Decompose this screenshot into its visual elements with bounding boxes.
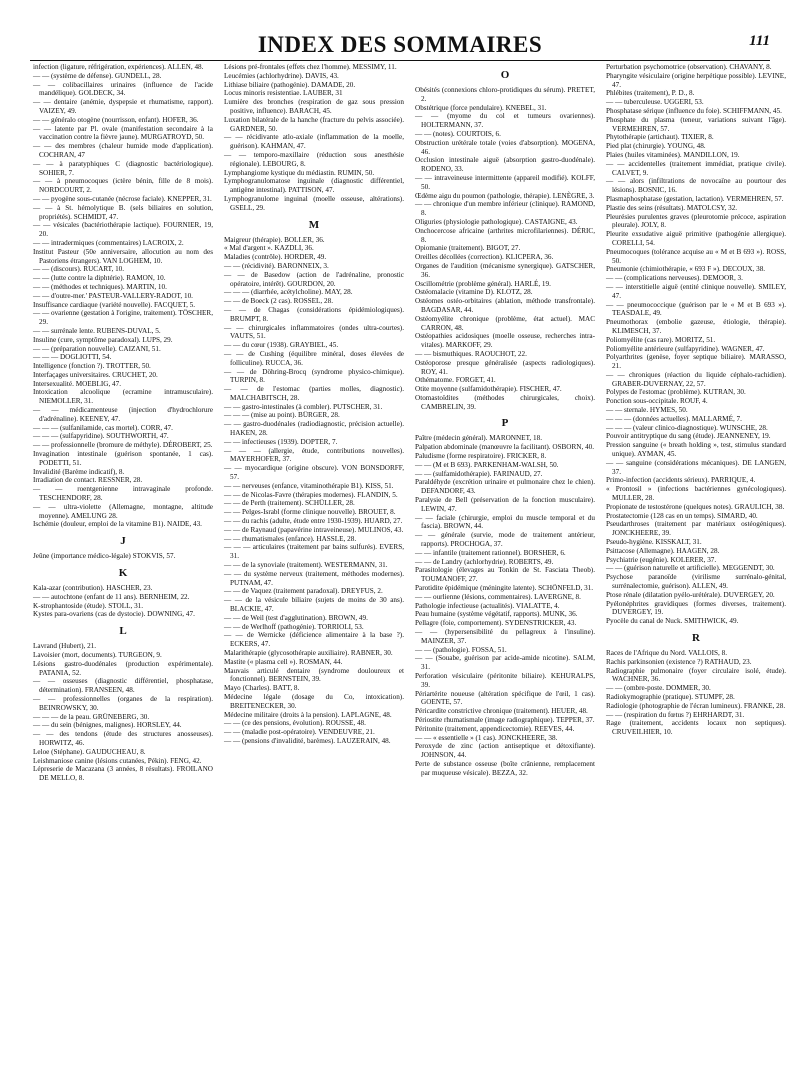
index-entry: — — professionnelles (organes de la respiration). BEINROWSKY, 30. <box>33 695 213 712</box>
index-entry: Primo-infection (accidents sérieux). PARRIQUE, 4. <box>606 476 756 485</box>
index-entry: — — roentgenienne intravaginale profonde. TESCHENDORF, 28. <box>33 485 213 503</box>
index-entry: — — — (diarrhée, acétylcholine). MAY, 28. <box>224 288 353 297</box>
index-entry: Phosphatase sérique (influence du foie). SCHIFFMANN, 45. <box>606 106 782 115</box>
index-entry: Pression sanguine (« breath holding », test, stimulus standard unique). AYMAN, 45. <box>606 441 786 459</box>
index-entry: Plaies (huiles vitaminées). MANDILLON, 19. <box>606 150 740 159</box>
index-entry: Jeûne (importance médico-légale) STOKVIS, 57. <box>33 552 176 561</box>
index-entry: Psychose paranoïde (virilisme surrénalo-génital, surrénalectomie, guérison). ALLEN, 49. <box>606 573 786 591</box>
index-entry: — — — DOGLIOTTI, 54. <box>33 353 112 362</box>
index-entry: Mastite (« plasma cell »). ROSMAN, 44. <box>224 657 343 666</box>
index-column-1 <box>33 63 213 783</box>
index-entry: Parotidite épidémique (méningite latente). SCHÖNFELD, 31. <box>415 584 594 593</box>
index-entry: — — gastro-duodénales (radiodiagnostic, précision actuelle). HAKEN, 28. <box>224 420 404 438</box>
index-entry: — — (myome du col et tumeurs ovariennes). HOLTERMANN, 37. <box>415 112 595 130</box>
index-entry: Obstruction urétérale totale (voies d'absorption). MOGENA, 46. <box>415 138 595 156</box>
index-entry: Médecine légale (dosage du Co, intoxication). BREITENECKER, 30. <box>224 692 404 710</box>
index-entry: — — tuberculeuse. UGGERI, 53. <box>606 98 704 107</box>
index-entry: — — de la synoviale (traitement). WESTERMANN, 31. <box>224 561 388 570</box>
index-entry: Races de l'Afrique du Nord. VALLOIS, 8. <box>606 649 727 657</box>
index-entry: Pleurésies purulentes graves (pleurotomie précoce, aspiration pleurale). JOLY, 8. <box>606 212 786 230</box>
index-entry: — — sanguine (considérations mécaniques). DE LANGEN, 37. <box>606 458 786 476</box>
index-entry: — — chirurgicales inflammatoires (ondes ultra-courtes). VAUTS, 51. <box>224 323 404 341</box>
index-entry: — — de Werlhoff (pathogénie). TORRIOLI, 53. <box>224 622 364 631</box>
index-entry: Rachis parkinsonien (existence ?) RATHAUD, 23. <box>606 657 752 666</box>
index-entry: Paraldéhyde (excrétion urinaire et pulmonaire chez le chien). DEFANDORF, 43. <box>415 478 595 496</box>
index-entry: Oliguries (physiologie pathologique). CASTAIGNE, 43. <box>415 217 578 226</box>
index-entry: Palpation abdominale (manœuvre la facilitant). OSBORN, 40. <box>415 443 595 452</box>
index-entry: — — d'outre-mer.' PASTEUR-VALLERY-RADOT, 10. <box>33 291 193 300</box>
index-entry: Leishmaniose canine (lésions cutanées, Pékin). FENG, 42. <box>33 756 202 765</box>
index-entry: Polypes de l'estomac (problème). KUTRAN, 30. <box>606 388 746 397</box>
index-entry: — — à paratyphiques C (diagnostic bactériologique). SOHIER, 7. <box>33 159 213 177</box>
index-entry: — — faciale (chirurgie, emploi du muscle temporal et du fascia). BROWN, 44. <box>415 513 595 531</box>
index-entry: — — (sulfamidothérapie). FARINAUD, 27. <box>415 469 543 478</box>
index-entry: — — (lutte contre la diphtérie). RAMON, 10. <box>33 274 166 283</box>
index-entry: — — colibacillaires urinaires (influence de l'acide mandélique). GOLDECK, 34. <box>33 80 213 98</box>
index-entry: Lumière des bronches (respiration de gaz sous pression positive, influence). BARACH, 45. <box>224 98 404 115</box>
index-entry: Parasitologie (élevages au Tonkin de St. Fasciata Theob). TOUMANOFF, 27. <box>415 566 595 584</box>
index-entry: — — temporo-maxillaire (réduction sous anesthésie régionale). LEBOURG, 8. <box>224 150 404 168</box>
index-entry: — — — articulaires (traitement par bains sulfurés). EVERS, 31. <box>224 543 404 561</box>
index-entry: Opiomanie (traitement). BIGOT, 27. <box>415 244 521 253</box>
index-entry: — — surrénale lente. RUBENS-DUVAL, 5. <box>33 326 161 335</box>
index-entry: Pleurite exsudative aiguë primitive (pathogénie allergique). CORELLI, 54. <box>606 230 786 247</box>
index-entry: Pellagre (foie, comportement). SYDENSTRICKER, 43. <box>415 619 577 628</box>
index-entry: Leucémies (achlorhydrine). DAVIS, 43. <box>224 71 339 80</box>
index-entry: — — générale (survie, mode de traitement antérieur, rapports). PROCHOGA, 37. <box>415 531 595 549</box>
index-entry: — — récidivante atlo-axiale (inflammation de la moelle, guérison). KAHMAN, 47. <box>224 133 404 151</box>
index-entry: Paludisme (forme respiratoire). FRICKER, 8. <box>415 452 547 461</box>
index-entry: — — sternale. HYMES, 50. <box>606 406 688 415</box>
section-letter: K <box>118 567 128 580</box>
index-entry: Pharyngite vésiculaire (origine herpétique possible). LEVINE, 47. <box>606 71 786 89</box>
index-entry: — — — (sulfanilamide, cas mortel). CORR, 47. <box>33 423 173 432</box>
index-entry: Lithiase biliaire (pathogénie). DAMADE, 20. <box>224 80 356 89</box>
index-entry: Invagination intestinale (guérison spontanée, 1 cas). PODETTI, 51. <box>33 450 213 467</box>
section-letter: O <box>500 69 510 81</box>
index-entry: — — de Boeck (2 cas). ROSSEL, 28. <box>224 297 333 306</box>
index-entry: — — — (allergie, étude, contributions nouvelles). MAYERHOFER, 37. <box>224 446 404 464</box>
index-entry: Paralysie de Bell (préservation de la fonction musculaire). LEWIN, 47. <box>415 496 595 513</box>
index-entry: — — gastro-intestinales (à combler). PUTSCHER, 31. <box>224 402 383 411</box>
index-entry: Invalidité (Barème indicatif), 8. <box>33 467 125 476</box>
index-entry: Mauvais articulé dentaire (syndrome douloureux et fonctionnel). BERNSTEIN, 39. <box>224 666 404 684</box>
index-entry: Institut Pasteur (50e anniversaire, allocution au nom des Pastoriens étrangers). VAN LOGHEM, 10. <box>33 247 213 265</box>
index-entry: Radiologie (photographie de l'écran lumineux). FRANKE, 28. <box>606 701 786 710</box>
page-header <box>30 22 770 62</box>
index-entry: — — de Weil (test d'agglutination). BROWN, 49. <box>224 613 368 622</box>
index-entry: — — latente par Pl. ovale (manifestation secondaire à la vaccination contre la fièvre jaune). MURGATROYD, 50. <box>33 124 213 142</box>
index-entry: Prostatectomie (128 cas en un temps). SIMARD, 40. <box>606 511 758 520</box>
index-entry: — — — (sulfapyridine). SOUTHWORTH, 47. <box>33 432 169 441</box>
index-entry: Oreilles décollées (correction). KLICPERA, 36. <box>415 253 554 262</box>
index-entry: Psychiatrie (eugénie). KOLERER, 37. <box>606 555 717 564</box>
index-entry: Intelligence (fonction ?). TROTTER, 50. <box>33 362 151 371</box>
index-entry: — — ultra-violette (Allemagne, montagne, altitude moyenne). AMELUNG 28. <box>33 502 213 520</box>
index-entry: Ostéomes ostéo-orbitaires (ablation, méthode transfrontale). BAGDASAR, 44. <box>415 297 595 314</box>
index-entry: — — de Wernicke (déficience alimentaire à la base ?). ECKERS, 47. <box>224 631 404 649</box>
index-entry: Peau humaine (système végétatif, rapports). MUNK, 36. <box>415 610 578 619</box>
index-entry: Poliomyélite (cas rare). MORITZ, 51. <box>606 335 716 344</box>
index-entry: Plastie des seins (résultats). MATOLCSY, 32. <box>606 203 738 212</box>
index-entry: — — chroniques (réaction du liquide céphalo-rachidien). GRABER-DUVERNAY, 22, 57. <box>606 370 786 388</box>
section-letter: J <box>120 535 126 548</box>
index-entry: — — généralo otogène (nourrisson, enfant). HOFER, 36. <box>33 115 199 124</box>
index-entry: Pneumothorax (embolie gazeuse, étiologie, thérapie). KLIMESCH, 37. <box>606 318 786 335</box>
index-entry: — — de l'estomac (parties molles, diagnostic). MALCHABITSCH, 28. <box>224 385 404 402</box>
index-entry: Ptose rénale (dilatation pyélo-urétérale). DUVERGEY, 20. <box>606 590 775 599</box>
index-entry: — — interstitielle aiguë (entité clinique nouvelle). SMILEY, 47. <box>606 282 786 300</box>
index-entry: Plasmaphosphatase (gestation, lactation). VERMEHREN, 57. <box>606 194 784 203</box>
index-entry: — — nerveuses (enfance, vitaminothérapie B1). KISS, 51. <box>224 481 394 490</box>
index-entry: — — (notes). COURTOIS, 6. <box>415 129 501 138</box>
index-entry: Lymphogranulomatose inguinale (diagnostic différentiel, antigène intestinal). PATTISON, 47. <box>224 177 404 195</box>
index-entry: Malarithérapie (glycosothérapie auxiliaire). RABNER, 30. <box>224 649 393 657</box>
index-entry: Radiokymographie (pratique). STUMPF, 28. <box>606 692 735 701</box>
index-entry: — — bismuthiques. RAOUCHOT, 22. <box>415 349 527 358</box>
index-entry: — — — de la peau. GRÜNEBERG, 30. <box>33 712 150 721</box>
index-entry: Luxation bilatérale de la hanche (fracture du pelvis associée). GARDNER, 50. <box>224 115 404 133</box>
index-entry: Psittacose (Allemagne). HAAGEN, 28. <box>606 546 720 555</box>
index-entry: Radiographie pulmonaire (foyer circulaire isolé, étude). WACHNER, 36. <box>606 666 786 684</box>
index-entry: Ostéomyélite chronique (problème, état actuel). MAC CARRON, 48. <box>415 314 595 332</box>
index-entry: — — de Cushing (équilibre minéral, doses élevées de folliculine). RUCCA, 36. <box>224 349 404 367</box>
index-entry: Lavrand (Hubert), 21. <box>33 642 97 651</box>
index-entry: Kystes para-ovariens (cas de dystocie). DOWNING, 47. <box>33 610 195 619</box>
index-entry: Poliomyélite antérieure (sulfapyridine). WAGNER, 47. <box>606 344 765 353</box>
index-entry: Médecine militaire (droits à la pension). LAPLAGNE, 48. <box>224 710 392 719</box>
index-entry: Péricardite constrictive chronique (traitement). HEUER, 48. <box>415 707 588 716</box>
header-rule <box>30 60 770 61</box>
index-entry: — — de Raynaud (papavérine intraveineuse). MULINOS, 43. <box>224 525 404 534</box>
index-entry: Pouvoir antitryptique du sang (étude). JEANNENEY, 19. <box>606 432 771 441</box>
index-entry: « Mal d'argent ». KAZDLI, 36. <box>224 244 314 253</box>
index-entry: Pseudo-hygiène. KISSKALT, 31. <box>606 538 702 547</box>
index-entry: — — rhumatismales (enfance). HASSLE, 28. <box>224 534 357 543</box>
index-entry: Kala-azar (contribution). HASCHER, 23. <box>33 584 153 593</box>
index-entry: — — (préparation nouvelle). CAIZANI, 51. <box>33 344 161 353</box>
index-column-3 <box>415 63 595 778</box>
index-entry: Lésions gastro-duodénales (production expérimentale). PATANIA, 52. <box>33 659 213 677</box>
index-entry: Pyocèle du canal de Nuck. SMITHWICK, 49. <box>606 617 739 626</box>
page-title: INDEX DES SOMMAIRES <box>257 32 543 57</box>
index-entry: — — (discours). RUCART, 10. <box>33 265 125 274</box>
index-entry: — — du sein (bénignes, malignes). HORSLEY, 44. <box>33 721 182 730</box>
index-entry: — — de Vaquez (traitement paradoxal). DREYFUS, 2. <box>224 587 383 596</box>
index-entry: K-strophantoside (étude). STOLL, 31. <box>33 601 144 610</box>
index-entry: — — (récidivité). BARONNEIX, 3. <box>224 261 329 270</box>
index-entry: Maladies (contrôle). HORDER, 49. <box>224 253 327 262</box>
index-entry: Pneumonie (chimiothérapie, « 693 F »). DECOUX, 38. <box>606 265 766 274</box>
index-entry: — — du rachis (adulte, étude entre 1930-1939). HUARD, 27. <box>224 517 403 526</box>
index-entry: Perforation vésiculaire (péritonite biliaire). KEHURALPS, 39. <box>415 672 595 689</box>
section-letter: P <box>501 417 509 430</box>
index-entry: infection (ligature, réfrigération, expériences). ALLEN, 48. <box>33 63 204 71</box>
index-entry: — — accidentelles (traitement immédiat, pratique civile). CALVET, 9. <box>606 159 786 177</box>
index-entry: — — (système de défense). GUNDELL, 28. <box>33 71 162 80</box>
index-entry: — — (pathologie). FOSSA, 51. <box>415 645 507 654</box>
index-entry: — — « essentielle » (1 cas). JONCKHEERE, 38. <box>415 733 558 742</box>
index-entry: Interfaçages universitaires. CRUCHET, 20. <box>33 370 158 379</box>
index-entry: Oscillométrie (problème général). HARLÉ, 19. <box>415 279 551 288</box>
index-entry: — — médicamenteuse (injection d'hydrochlorure d'adrénaline). KEENEY, 47. <box>33 406 213 423</box>
index-entry: — — professionnelle (bromure de méthyle). DÉROBERT, 25. <box>33 441 213 450</box>
index-entry: Péritonite (traitement, appendicectomie). REEVES, 44. <box>415 724 575 733</box>
index-entry: Ostéopathies acidosiques (moelle osseuse, recherches intra-vitales). MARKOFF, 29. <box>415 332 595 350</box>
page-number: 111 <box>749 33 770 49</box>
index-entry: — — (M et B 693). PARKENHAM-WALSH, 50. <box>415 460 559 469</box>
index-entry: — — Pelges-Israbl (forme clinique nouvelle). BROUET, 8. <box>224 508 396 517</box>
index-entry: Œdème aigu du poumon (pathologie, thérapie). LENÈGRE, 3. <box>415 191 595 200</box>
index-entry: Insuline (cure, symptôme paradoxal). LUPS, 29. <box>33 335 173 344</box>
index-entry: Lymphangiome kystique du médiastin. RUMIN, 50. <box>224 168 375 177</box>
index-entry: Onchocercose africaine (arthrites microfilariennes). DÉRIC, 8. <box>415 226 595 244</box>
index-entry: — — à St. hémolytique B. (sels biliaires en solution, propriétés). SCHMIDT, 47. <box>33 203 213 221</box>
index-entry: Intoxication alcoolique (ecramine intramusculaire). NIEMOLLER, 31. <box>33 388 213 406</box>
index-entry: — — pyogène sous-cutanée (nécrose faciale). KNEPPER, 31. <box>33 194 212 203</box>
index-entry: Otite moyenne (sulfamidothérapie). FISCHER, 47. <box>415 385 562 394</box>
index-entry: — — (guérison naturelle et artificielle). MEGGENDT, 30. <box>606 564 775 573</box>
index-entry: Ponction sous-occipitale. ROUF, 4. <box>606 397 708 406</box>
index-entry: Maigreur (thérapie). BOLLER, 36. <box>224 235 325 244</box>
index-entry: — — à pneumocoques (ictère bénin, fille de 8 mois). NORDCOURT, 2. <box>33 177 213 195</box>
index-entry: — — autochtone (enfant de 11 ans). BERNHEIM, 22. <box>33 592 190 601</box>
index-entry: Pathologie infectieuse (actualités). VIALATTE, 4. <box>415 601 560 610</box>
index-entry: Phosphate du plasma (teneur, variations suivant l'âge). VERMEHREN, 57. <box>606 115 786 133</box>
index-entry: — — (ombre-poste. DOMMER, 30. <box>606 684 711 693</box>
index-entry: Lymphogranulome inguinal (moelle osseuse, altérations). GSELL, 29. <box>224 194 404 212</box>
index-entry: Périostite rhumatismale (image radiographique). TEPPER, 37. <box>415 715 595 724</box>
index-entry: — — — (mise au point). BÜRGER, 28. <box>224 411 340 420</box>
index-entry: Obstétrique (force pendulaire). KNEBEL, 31. <box>415 103 547 112</box>
index-column-2 <box>224 63 404 746</box>
index-entry: — — de Döhring-Brocq (syndrome physico-chimique). TURPIN, 8. <box>224 367 404 385</box>
index-entry: — — (méthodes et techniques). MARTIN, 10. <box>33 282 167 291</box>
index-entry: — — ovarienne (gestation à l'origine, traitement). TÖSCHER, 29. <box>33 309 214 327</box>
index-entry: — — osseuses (diagnostic différentiel, phosphatase, détermination). FRANSEEN, 48. <box>33 677 213 695</box>
index-entry: Intersexualité. MOEBLIG, 47. <box>33 379 122 388</box>
index-entry: — — de Landry (achlorhydrie). ROBERTS, 49. <box>415 557 554 566</box>
index-entry: — — de Basedow (action de l'adrénaline, pronostic opératoire, intérêt). GOURDON, 20. <box>224 270 404 288</box>
index-entry: — — infantile (traitement rationnel). BORSHER, 6. <box>415 548 566 557</box>
index-entry: — — (respiration du fœtus ?) EHRHARDT, 31. <box>606 710 745 719</box>
index-entry: Rage (traitement, accidents locaux non septiques). CRUVEILHIER, 10. <box>606 719 786 737</box>
index-entry: — — de Chagas (considérations épidémiologiques). BRUMPT, 8. <box>224 305 404 323</box>
index-entry: — — myocardique (origine obscure). VON BONSDORFF, 57. <box>224 464 404 482</box>
index-entry: Paître (médecin général). MARONNET, 18. <box>415 434 543 443</box>
index-entry: Polyarthrites (genèse, foyer septique biliaire). MARASSO, 21. <box>606 353 786 371</box>
index-entry: — — — (données actuelles). MALLARMÉ, 7. <box>606 414 742 423</box>
index-entry: — — de Perth (traitement). SCHÜLLER, 28. <box>224 499 355 508</box>
index-entry: Ischémie (douleur, emploi de la vitamine B1). NAIDE, 43. <box>33 520 202 529</box>
index-entry: Irradiation de contact. RESSNER, 28. <box>33 476 143 485</box>
index-entry: Lépreserie de Macazana (3 années, 8 résultats). FROILANO DE MELLO, 8. <box>33 765 213 783</box>
index-entry: Lavoisier (mort, documents). TURGEON, 9. <box>33 651 162 660</box>
index-entry: — — (complications nerveuses). DEMOOR, 3. <box>606 274 743 283</box>
index-entry: — — (Souabe, guérison par acide-amide nicotine). SALM, 31. <box>415 654 595 672</box>
index-entry: Obésités (connexions chloro-protidiques du sérum). PRETET, 2. <box>415 86 595 103</box>
index-entry: Pied plat (chirurgie). YOUNG, 48. <box>606 142 706 151</box>
index-entry: Perturbation psychomotrice (observation). CHAVANY, 8. <box>606 63 772 71</box>
index-entry: Périartérite noueuse (altération spécifique de l'œil, 1 cas). GOENTE, 57. <box>415 689 595 707</box>
index-entry: — — vésicales (bactériothérapie lactique). FOURNIER, 19, 20. <box>33 221 213 239</box>
index-entry: — — (hypersensibilité du pellagreux à l'insuline). MAINZER, 37. <box>415 628 595 645</box>
index-entry: Leloe (Stéphane). GAUDUCHEAU, 8. <box>33 747 146 756</box>
index-entry: — — infectieuses (1939). DOPTER, 7. <box>224 437 338 446</box>
index-entry: — — du cœur (1938). GRAYBIEL, 45. <box>224 341 339 350</box>
index-entry: Locus minoris resistentiae. LAUBER, 31 <box>224 89 343 98</box>
index-entry: Othématome. FORGET, 41. <box>415 376 496 385</box>
index-entry: Ostéomalacie (vitamine D). KLOTZ, 28. <box>415 288 533 297</box>
index-entry: — — des membres (chaleur humide mode d'application). COCHRAN, 47 <box>33 142 213 159</box>
index-entry: Mayo (Charles). BATT, 8. <box>224 684 300 693</box>
index-entry: — — ourlienne (lésions, commentaires). LAVERGNE, 8. <box>415 592 581 601</box>
index-entry: — — du système nerveux (traitement, méthodes modernes). PUTNAM, 47. <box>224 569 404 587</box>
index-entry: Lésions pré-frontales (effets chez l'homme). MESSIMY, 11. <box>224 63 397 71</box>
index-entry: — — intradermiques (commentaires) LACROIX, 2. <box>33 238 184 247</box>
index-entry: — — (maladie post-opératoire). VENDEUVRE, 21. <box>224 728 375 737</box>
index-entry: Peroxyde de zinc (action antiseptique et détoxifiante). JOHNSON, 44. <box>415 742 595 760</box>
index-entry: Phlébites (traitement), P. D., 8. <box>606 89 695 98</box>
index-entry: Propionate de testostérone (quelques notes). GRAULICH, 38. <box>606 502 785 511</box>
section-letter: L <box>119 625 127 638</box>
index-entry: — — intraveineuse intermittente (appareil modifié). KOLFF, 50. <box>415 173 595 191</box>
index-entry: — — de la vésicule biliaire (sujets de moins de 30 ans). BLACKIE, 47. <box>224 596 404 614</box>
index-entry: — — — (valeur clinico-diagnostique). WUNSCHE, 28. <box>606 423 768 432</box>
index-entry: — — (ce des pensions, évolution). ROUSSE, 48. <box>224 719 366 728</box>
index-entry: « Prontosil » (infections bactériennes gynécologiques). MULLER, 28. <box>606 485 786 503</box>
index-entry: Organes de l'audition (mécanisme synergique). GATSCHER, 36. <box>415 261 595 279</box>
index-entry: — — (pensions d'invalidité, barèmes). LAUZERAIN, 48. <box>224 736 391 745</box>
index-entry: Pneumocoques (tolérance acquise au « M et B 693 »). ROSS, 50. <box>606 247 786 265</box>
index-entry: Otomastoïdites (méthodes chirurgicales, choix). CAMBRELIN, 39. <box>415 393 595 411</box>
index-entry: — — chronique d'un membre inférieur (clinique). RAMOND, 8. <box>415 200 595 218</box>
index-entry: — — de Nicolas-Favre (thérapies modernes). FLANDIN, 5. <box>224 490 398 499</box>
section-letter: M <box>308 218 320 231</box>
index-entry: Occlusion intestinale aiguë (absorption gastro-duodénale). RODENO, 33. <box>415 156 595 174</box>
index-entry: — — pneumococcique (guérison par le « M et B 693 »). TEASDALE, 49. <box>606 300 786 318</box>
index-entry: Phytothérapie (artichaut). TIXIER, 8. <box>606 133 714 142</box>
section-letter: R <box>692 632 700 644</box>
index-entry: Insuffisance cardiaque (variété nouvelle). FACQUET, 5. <box>33 300 196 309</box>
index-column-4 <box>606 63 786 737</box>
index-entry: Pyélonéphrites gravidiques (formes diverses, traitement). DUVERGEY, 19. <box>606 599 786 617</box>
index-entry: — — des tendons (étude des structures anosseuses). HORWITZ, 46. <box>33 730 213 747</box>
index-entry: Perte de substance osseuse (boîte crânienne, remplacement par muqueuse vésicale). BEZZA, 32. <box>415 759 595 777</box>
index-entry: — — dentaire (anémie, dyspepsie et rhumatisme, rapport). VAIZEY, 49. <box>33 98 213 115</box>
index-entry: Pseudarthroses (traitement par matériaux ostéogéniques). JONCKHEERE, 39. <box>606 520 786 538</box>
index-entry: — — alors (infiltrations de novocaïne au pourtour des lésions). BOSNIC, 16. <box>606 177 786 195</box>
index-entry: Ostéoporose presque généralisée (aspects radiologiques). ROY, 41. <box>415 358 595 376</box>
